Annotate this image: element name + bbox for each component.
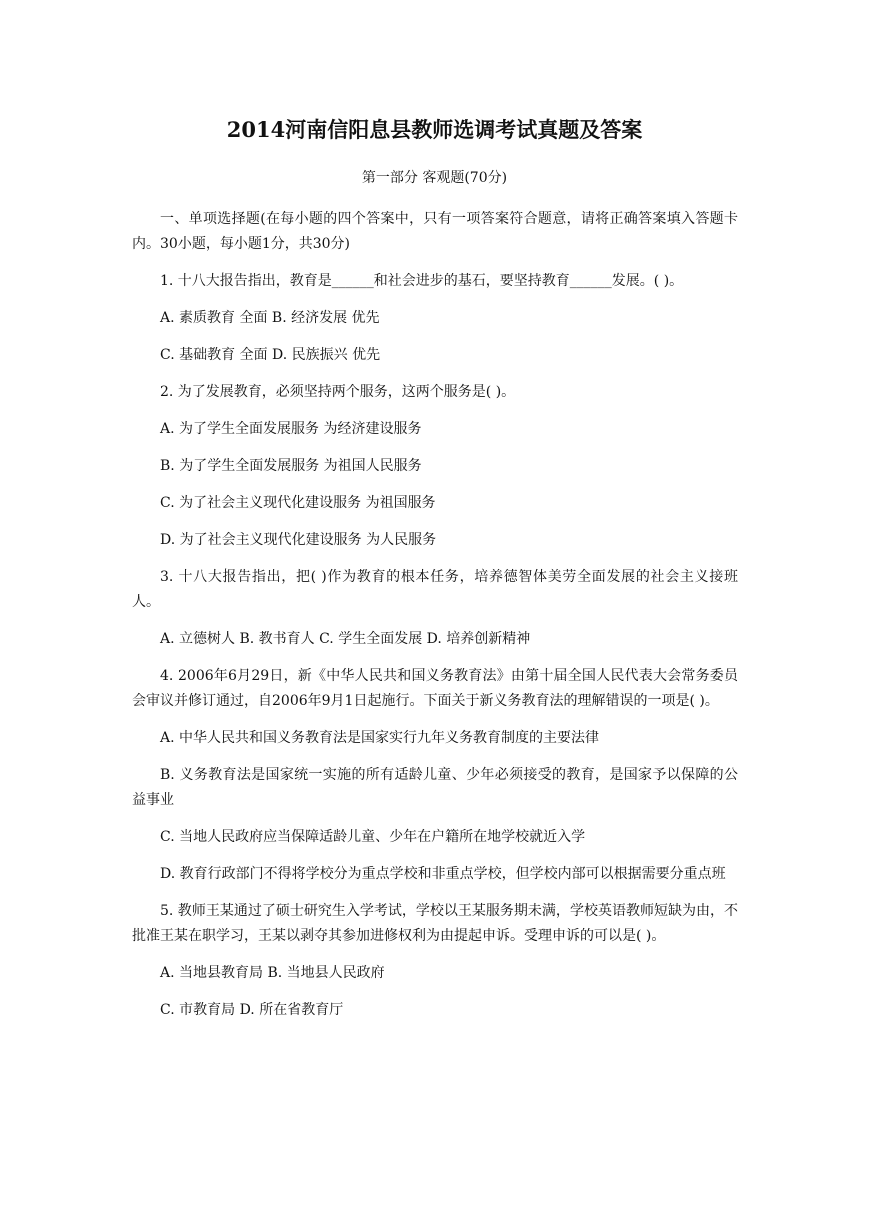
question-4-option-a: A. 中华人民共和国义务教育法是国家实行九年义务教育制度的主要法律 xyxy=(160,730,600,746)
question-5: 5. 教师王某通过了硕士研究生入学考试，学校以王某服务期未满，学校英语教师短缺为由，不批准王某在职学习，王某以剥夺其参加进修权利为由提起申诉。受理申诉的可以是( )。 xyxy=(132,903,738,944)
question-3: 3. 十八大报告指出，把( )作为教育的根本任务，培养德智体美劳全面发展的社会主义接班人。 xyxy=(132,569,738,610)
question-5-options-ab: A. 当地县教育局 B. 当地县人民政府 xyxy=(160,965,385,981)
document-title: 2014河南信阳息县教师选调考试真题及答案 xyxy=(226,117,643,142)
question-4: 4. 2006年6月29日，新《中华人民共和国义务教育法》由第十届全国人民代表大会常务委员会审议并修订通过，自2006年9月1日起施行。下面关于新义务教育法的理解错误的一项是( )。 xyxy=(132,668,738,709)
question-2-option-b: B. 为了学生全面发展服务 为祖国人民服务 xyxy=(160,458,422,474)
question-3-options: A. 立德树人 B. 教书育人 C. 学生全面发展 D. 培养创新精神 xyxy=(160,631,531,647)
question-2: 2. 为了发展教育，必须坚持两个服务，这两个服务是( )。 xyxy=(160,384,516,400)
document-body xyxy=(132,207,738,1035)
question-1-options-ab: A. 素质教育 全面 B. 经济发展 优先 xyxy=(160,310,380,326)
instruction-paragraph: 一、单项选择题(在每小题的四个答案中，只有一项答案符合题意，请将正确答案填入答题卡内。30小题，每小题1分，共30分) xyxy=(132,211,738,252)
question-2-option-c: C. 为了社会主义现代化建设服务 为祖国服务 xyxy=(160,495,436,511)
question-1: 1. 十八大报告指出，教育是______和社会进步的基石，要坚持教育______发展。( )。 xyxy=(160,273,684,289)
question-5-options-cd: C. 市教育局 D. 所在省教育厅 xyxy=(160,1002,344,1018)
question-1-options-cd: C. 基础教育 全面 D. 民族振兴 优先 xyxy=(160,347,381,363)
question-4-option-c: C. 当地人民政府应当保障适龄儿童、少年在户籍所在地学校就近入学 xyxy=(160,829,586,845)
question-4-option-d: D. 教育行政部门不得将学校分为重点学校和非重点学校，但学校内部可以根据需要分重点班 xyxy=(160,866,726,882)
section-heading: 第一部分 客观题(70分) xyxy=(361,170,508,186)
question-2-option-a: A. 为了学生全面发展服务 为经济建设服务 xyxy=(160,421,422,437)
question-4-option-b: B. 义务教育法是国家统一实施的所有适龄儿童、少年必须接受的教育，是国家予以保障的公益事业 xyxy=(132,767,738,808)
question-2-option-d: D. 为了社会主义现代化建设服务 为人民服务 xyxy=(160,532,437,548)
